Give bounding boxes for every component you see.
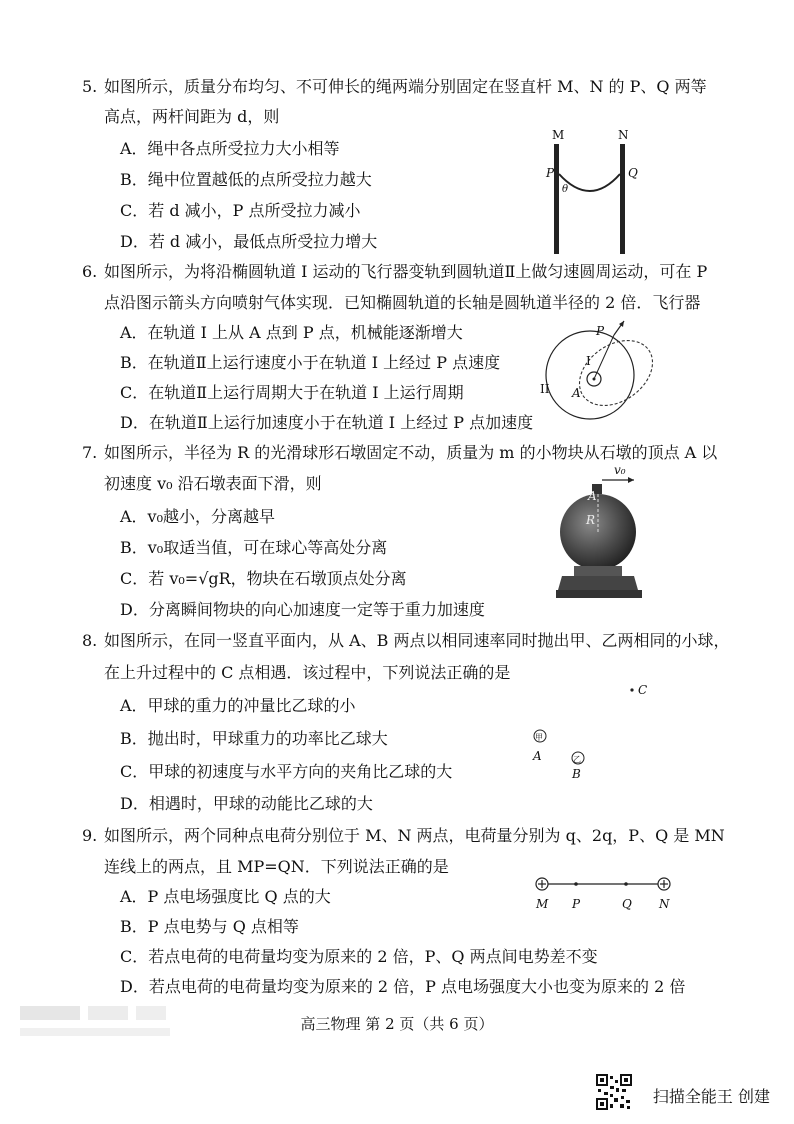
q9-point-p <box>574 882 578 886</box>
q6-option-b: B．在轨道Ⅱ上运行速度小于在轨道 I 上经过 P 点速度 <box>120 353 501 372</box>
q7-number: 7. <box>82 443 98 462</box>
q9-option-c: C．若点电荷的电荷量均变为原来的 2 倍，P、Q 两点间电势差不变 <box>120 947 598 966</box>
q9-option-a: A．P 点电场强度比 Q 点的大 <box>120 887 331 906</box>
q5-label-q: Q <box>628 166 638 180</box>
q8-stem-line2: 在上升过程中的 C 点相遇．该过程中，下列说法正确的是 <box>104 663 511 682</box>
q7-pedestal-neck <box>574 566 622 576</box>
q6-label-ii: II <box>540 382 550 396</box>
q6-label-p: P <box>596 324 605 338</box>
q7-option-b: B．v₀取适当值，可在球心等高处分离 <box>120 538 388 557</box>
q8-stem-1-text: 如图所示，在同一竖直平面内，从 A、B 两点以相同速率同时抛出甲、乙两相同的小球， <box>104 631 730 650</box>
scanner-credit: 扫描全能王 创建 <box>652 1087 770 1106</box>
q5-label-m: M <box>552 128 565 142</box>
scan-watermark <box>20 1000 190 1050</box>
q8-label-c: C <box>638 683 648 697</box>
q6-option-c: C．在轨道Ⅱ上运行周期大于在轨道 I 上运行周期 <box>120 383 464 402</box>
q5-pole-n <box>620 144 625 254</box>
q8-label-jia: 甲 <box>535 733 543 742</box>
q5-stem-line2: 高点，两杆间距为 d，则 <box>104 107 280 126</box>
q5-stem-line1 <box>82 76 707 98</box>
q8-projectile-figure <box>520 680 660 780</box>
q6-stem-1-text: 如图所示，为将沿椭圆轨道 I 运动的飞行器变轨到圆轨道Ⅱ上做匀速圆周运动，可在 P <box>104 262 708 281</box>
q7-label-a: A <box>588 489 597 503</box>
q8-label-a: A <box>533 749 542 763</box>
q6-label-a: A <box>572 386 581 400</box>
q8-label-yi: 乙 <box>573 755 581 764</box>
q7-pedestal-foot <box>556 590 642 598</box>
q7-label-r: R <box>586 513 596 527</box>
q9-stem-line1 <box>82 825 725 847</box>
q8-number: 8. <box>82 631 98 650</box>
q7-option-c: C．若 v₀=√gR，物块在石墩顶点处分离 <box>120 569 407 588</box>
q9-stem-1-text: 如图所示，两个同种点电荷分别位于 M、N 两点，电荷量分别为 q、2q，P、Q 是 MN <box>104 826 725 845</box>
q6-option-a: A．在轨道 I 上从 A 点到 P 点，机械能逐渐增大 <box>120 323 463 342</box>
q8-option-c: C．甲球的初速度与水平方向的夹角比乙球的大 <box>120 762 453 781</box>
q9-option-b: B．P 点电势与 Q 点相等 <box>120 917 299 936</box>
q8-label-b: B <box>572 767 581 780</box>
q9-label-m: M <box>536 897 549 911</box>
q9-stem-line2: 连线上的两点，且 MP=QN．下列说法正确的是 <box>104 857 449 876</box>
q6-radius-line <box>594 335 614 379</box>
q5-option-d: D．若 d 减小，最低点所受拉力增大 <box>120 232 378 251</box>
q5-label-n: N <box>618 128 629 142</box>
q6-number: 6. <box>82 262 98 281</box>
q7-stem-1-text: 如图所示，半径为 R 的光滑球形石墩固定不动，质量为 m 的小物块从石墩的顶点 A 以 <box>104 443 718 462</box>
q7-option-a: A．v₀越小，分离越早 <box>120 507 276 526</box>
q7-option-d: D．分离瞬间物块的向心加速度一定等于重力加速度 <box>120 600 485 619</box>
q5-option-c: C．若 d 减小，P 点所受拉力减小 <box>120 201 361 220</box>
q6-label-i: I <box>586 354 591 368</box>
q5-rope-figure <box>538 122 648 262</box>
q7-pedestal-base <box>558 576 638 590</box>
q5-label-p: P <box>546 166 555 180</box>
q9-number: 9. <box>82 826 98 845</box>
q6-circular-orbit <box>546 331 634 419</box>
q7-stone-figure <box>556 460 646 610</box>
qr-code-icon <box>596 1074 632 1110</box>
q8-option-a: A．甲球的重力的冲量比乙球的小 <box>120 696 356 715</box>
q5-label-theta: θ <box>562 184 569 195</box>
q9-label-q: Q <box>622 897 632 911</box>
q9-option-d: D．若点电荷的电荷量均变为原来的 2 倍，P 点电场强度大小也变为原来的 2 倍 <box>120 977 686 996</box>
q9-point-q <box>624 882 628 886</box>
q6-option-d: D．在轨道Ⅱ上运行加速度小于在轨道 I 上经过 P 点加速度 <box>120 413 534 432</box>
q5-option-b: B．绳中位置越低的点所受拉力越大 <box>120 170 372 189</box>
page-footer: 高三物理 第 2 页（共 6 页） <box>300 1015 494 1033</box>
q6-stem-line2: 点沿图示箭头方向喷射气体实现．已知椭圆轨道的长轴是圆轨道半径的 2 倍．飞行器 <box>104 293 701 312</box>
q9-charges-figure <box>528 872 678 916</box>
q7-velocity-arrowhead <box>628 477 634 483</box>
q8-point-c <box>630 688 633 691</box>
q6-elliptical-orbit <box>567 327 664 419</box>
q5-option-a: A．绳中各点所受拉力大小相等 <box>120 139 340 158</box>
q5-rope <box>559 174 620 191</box>
q6-stem-line1 <box>82 261 708 283</box>
q9-label-n: N <box>659 897 670 911</box>
q9-label-p: P <box>572 897 581 911</box>
q5-stem-1-text: 如图所示，质量分布均匀、不可伸长的绳两端分别固定在竖直杆 M、N 的 P、Q 两等 <box>104 77 707 96</box>
q7-stem-line2: 初速度 v₀ 沿石墩表面下滑，则 <box>104 474 322 493</box>
q8-option-b: B．抛出时，甲球重力的功率比乙球大 <box>120 729 388 748</box>
q8-stem-line1 <box>82 630 730 652</box>
q5-number: 5. <box>82 77 98 96</box>
q7-label-v0: v₀ <box>614 463 626 477</box>
q8-option-d: D．相遇时，甲球的动能比乙球的大 <box>120 794 373 813</box>
q6-orbit-figure <box>534 315 664 425</box>
q5-pole-m <box>554 144 559 254</box>
